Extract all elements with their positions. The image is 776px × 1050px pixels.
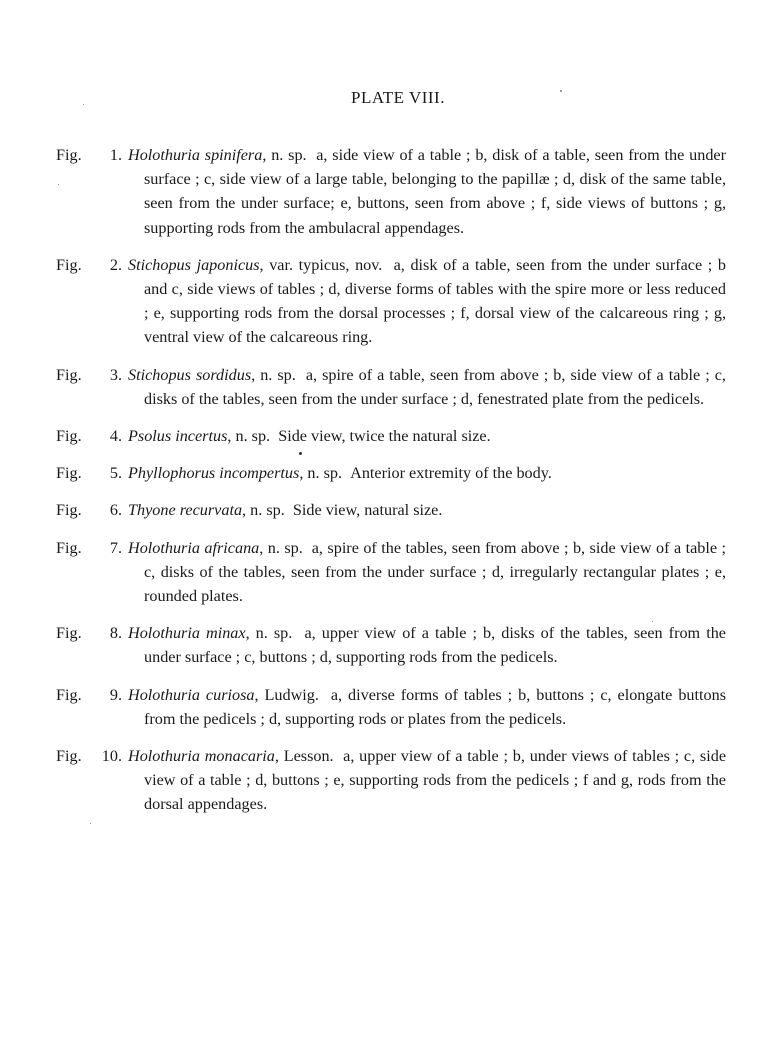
species-authority: , var. typicus, nov. [259,255,383,274]
scan-speck [299,452,302,455]
figure-description: a, spire of the tables, seen from above ; b, side view of a table ; c, disks of the tables, seen from the under surface ; d, irregularly rectangular plates ; e, rounded plates. [144,538,727,606]
figure-entry-9 [56,683,726,731]
figure-label: Fig. [56,747,82,766]
figure-entry-5 [56,461,726,485]
figure-number: 6. [109,501,122,520]
scan-speck [58,184,59,185]
species-name: Holothuria spinifera [128,146,263,164]
figure-number: 2. [109,255,122,274]
species-name: Phyllophorus incompertus [128,464,300,483]
species-authority: , n. sp. [242,501,285,520]
scan-speck [560,90,562,92]
species-name: Holothuria monacaria [128,747,275,766]
species-authority: , n. sp. [262,146,307,164]
species-name: Stichopus sordidus [128,365,252,384]
species-authority: , n. sp. [299,464,343,483]
figure-number: 9. [109,685,122,704]
figure-label: Fig. [56,685,82,704]
figure-description: a, spire of a table, seen from above ; b, side view of a table ; c, disks of the tables, seen from the under surface ; d, fenestrated plate from the pedicels. [144,365,726,408]
figure-description: Anterior extremity of the body. [350,464,552,483]
page-title: PLATE VIII. [351,88,445,107]
figure-entry-10 [56,744,726,817]
species-name: Psolus incertus [128,427,228,446]
scan-speck [90,823,91,824]
figure-entry-3 [56,363,726,411]
figure-entry-4 [56,424,726,448]
figure-description: Side view, twice the natural size. [278,427,491,446]
figure-description: a, side view of a table ; b, disk of a table, seen from the under surface ; c, side view of a large table, belonging to the papillæ ; d, disk of the same table, seen from the under surface; e, buttons, seen from above ; f, side views of buttons ; g, supporting rods from the ambulacral appendages. [144,146,727,237]
species-name: Thyone recurvata [128,501,243,520]
species-name: Holothuria curiosa [128,685,255,704]
figure-number: 1. [109,146,122,164]
figure-label: Fig. [56,464,82,483]
figure-label: Fig. [56,501,82,520]
figure-label: Fig. [56,427,82,446]
figure-description: a, diverse forms of tables ; b, buttons ; c, elongate buttons from the pedicels ; d, supporting rods or plates from the pedicels. [144,685,726,728]
figure-legend-list [56,143,726,830]
species-authority: , n. sp. [245,624,293,643]
figure-description: a, upper view of a table ; b, disks of the tables, seen from the under surface ; c, buttons ; d, supporting rods from the pedicels. [144,624,726,667]
figure-label: Fig. [56,146,82,164]
figure-number: 10. [101,747,122,766]
scan-speck [652,621,653,622]
figure-number: 7. [109,538,122,557]
species-name: Stichopus japonicus [128,255,260,274]
figure-entry-7 [56,536,726,609]
species-name: Holothuria minax [128,624,246,643]
figure-description: a, upper view of a table ; b, under views of tables ; c, side view of a table ; d, buttons ; e, supporting rods from the pedicels ; f and g, rods from the dorsal appendages. [144,747,727,814]
figure-entry-8 [56,621,726,669]
figure-number: 4. [109,427,122,446]
figure-label: Fig. [56,365,82,384]
figure-label: Fig. [56,255,82,274]
figure-entry-2 [56,253,726,350]
figure-number: 3. [109,365,122,384]
figure-description: Side view, natural size. [292,501,443,520]
species-authority: , n. sp. [259,538,303,557]
figure-number: 8. [109,624,122,643]
species-name: Holothuria africana [128,538,260,557]
species-authority: , Lesson. [274,747,334,766]
figure-entry-1 [56,143,726,240]
scan-speck [83,104,84,105]
figure-description: a, disk of a table, seen from the under surface ; b and c, side views of tables ; d, diverse forms of tables with the spire more or less reduced ; e, supporting rods from the dorsal processes ; f, dorsal view of the calcareous ring ; g, ventral view of the calcareous ring. [144,255,727,347]
species-authority: , n. sp. [251,365,296,384]
figure-number: 5. [109,464,122,483]
figure-label: Fig. [56,538,82,557]
figure-label: Fig. [56,624,82,643]
species-authority: , n. sp. [227,427,271,446]
species-authority: , Ludwig. [254,685,319,704]
figure-entry-6 [56,498,726,522]
